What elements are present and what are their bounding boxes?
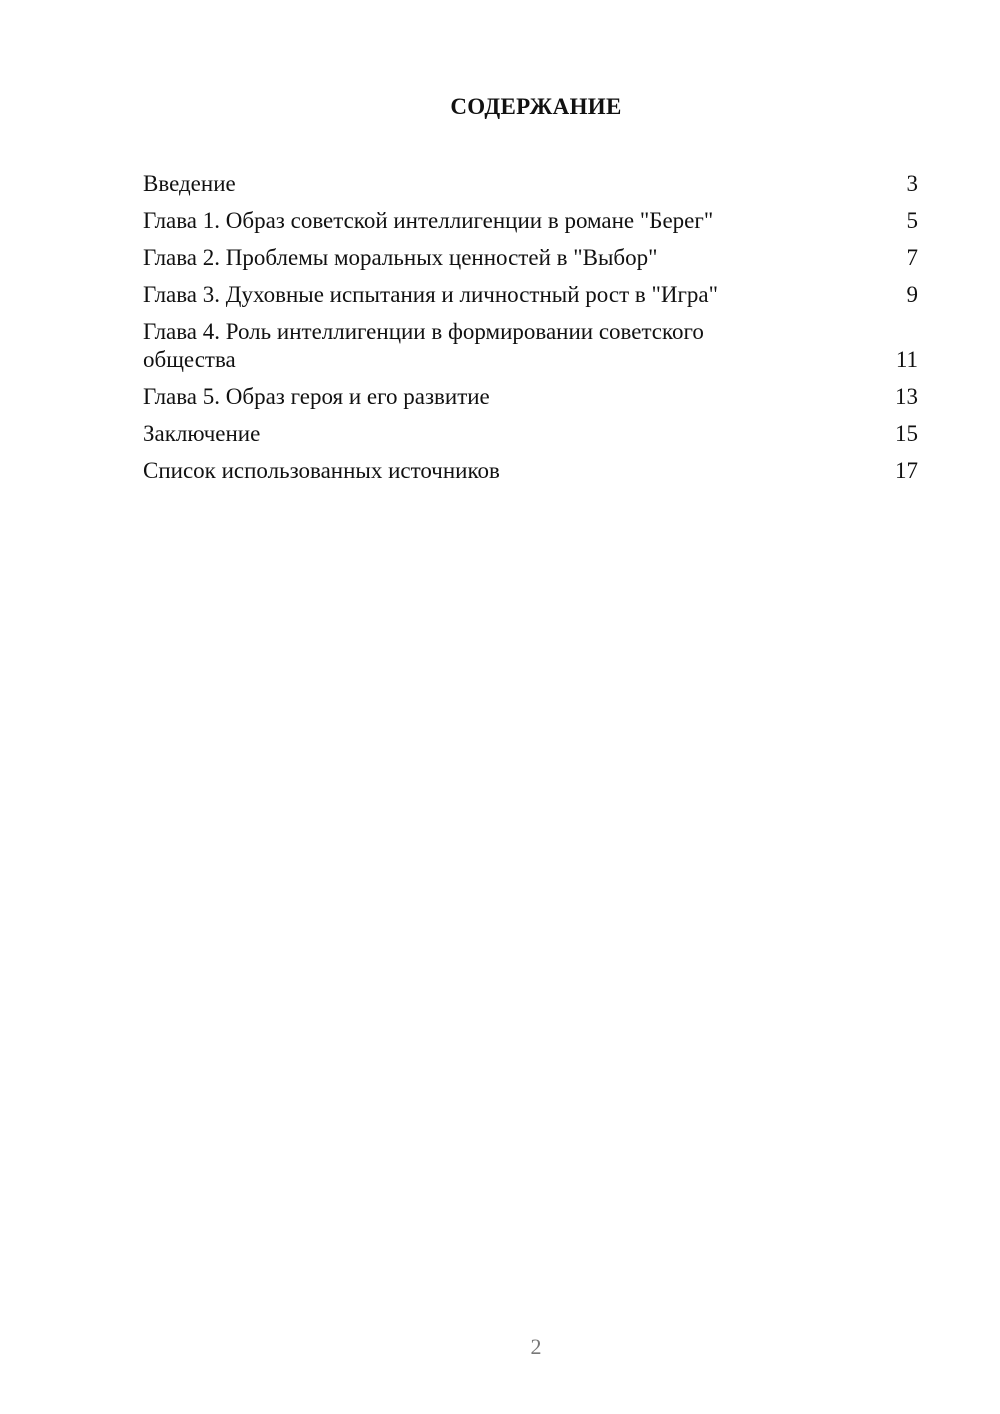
toc-entry-page: 9 <box>906 282 918 307</box>
toc-entry-label: Глава 1. Образ советской интеллигенции в романе "Берег" <box>143 208 714 233</box>
toc-entry-label: Список использованных источников <box>143 458 500 483</box>
toc-entry-label: Заключение <box>143 421 261 446</box>
toc-entry-label: Глава 5. Образ героя и его развитие <box>143 384 490 409</box>
toc-entry-page: 15 <box>895 421 918 446</box>
toc-entry-references[interactable] <box>143 457 918 485</box>
toc-entry-chapter-4[interactable] <box>143 318 918 374</box>
toc-entry-page: 17 <box>895 458 918 483</box>
toc-entry-introduction[interactable] <box>143 170 918 198</box>
toc-entry-page: 11 <box>895 347 918 372</box>
toc-entry-chapter-3[interactable] <box>143 281 918 309</box>
toc-entry-page: 7 <box>906 245 918 270</box>
toc-entry-label: Глава 4. Роль интеллигенции в формировании советского общества <box>143 319 704 372</box>
toc-entry-conclusion[interactable] <box>143 420 918 448</box>
page-title: СОДЕРЖАНИЕ <box>450 94 622 119</box>
toc-entry-chapter-5[interactable] <box>143 383 918 411</box>
toc-entry-page: 3 <box>906 171 918 196</box>
toc-entry-page: 5 <box>906 208 918 233</box>
toc-entry-chapter-2[interactable] <box>143 244 918 272</box>
table-of-contents <box>143 170 918 494</box>
toc-entry-label: Глава 2. Проблемы моральных ценностей в "Выбор" <box>143 245 658 270</box>
toc-entry-chapter-1[interactable] <box>143 207 918 235</box>
page-number: 2 <box>530 1334 542 1359</box>
toc-entry-label: Введение <box>143 171 236 196</box>
toc-entry-label: Глава 3. Духовные испытания и личностный рост в "Игра" <box>143 282 719 307</box>
toc-entry-page: 13 <box>895 384 918 409</box>
